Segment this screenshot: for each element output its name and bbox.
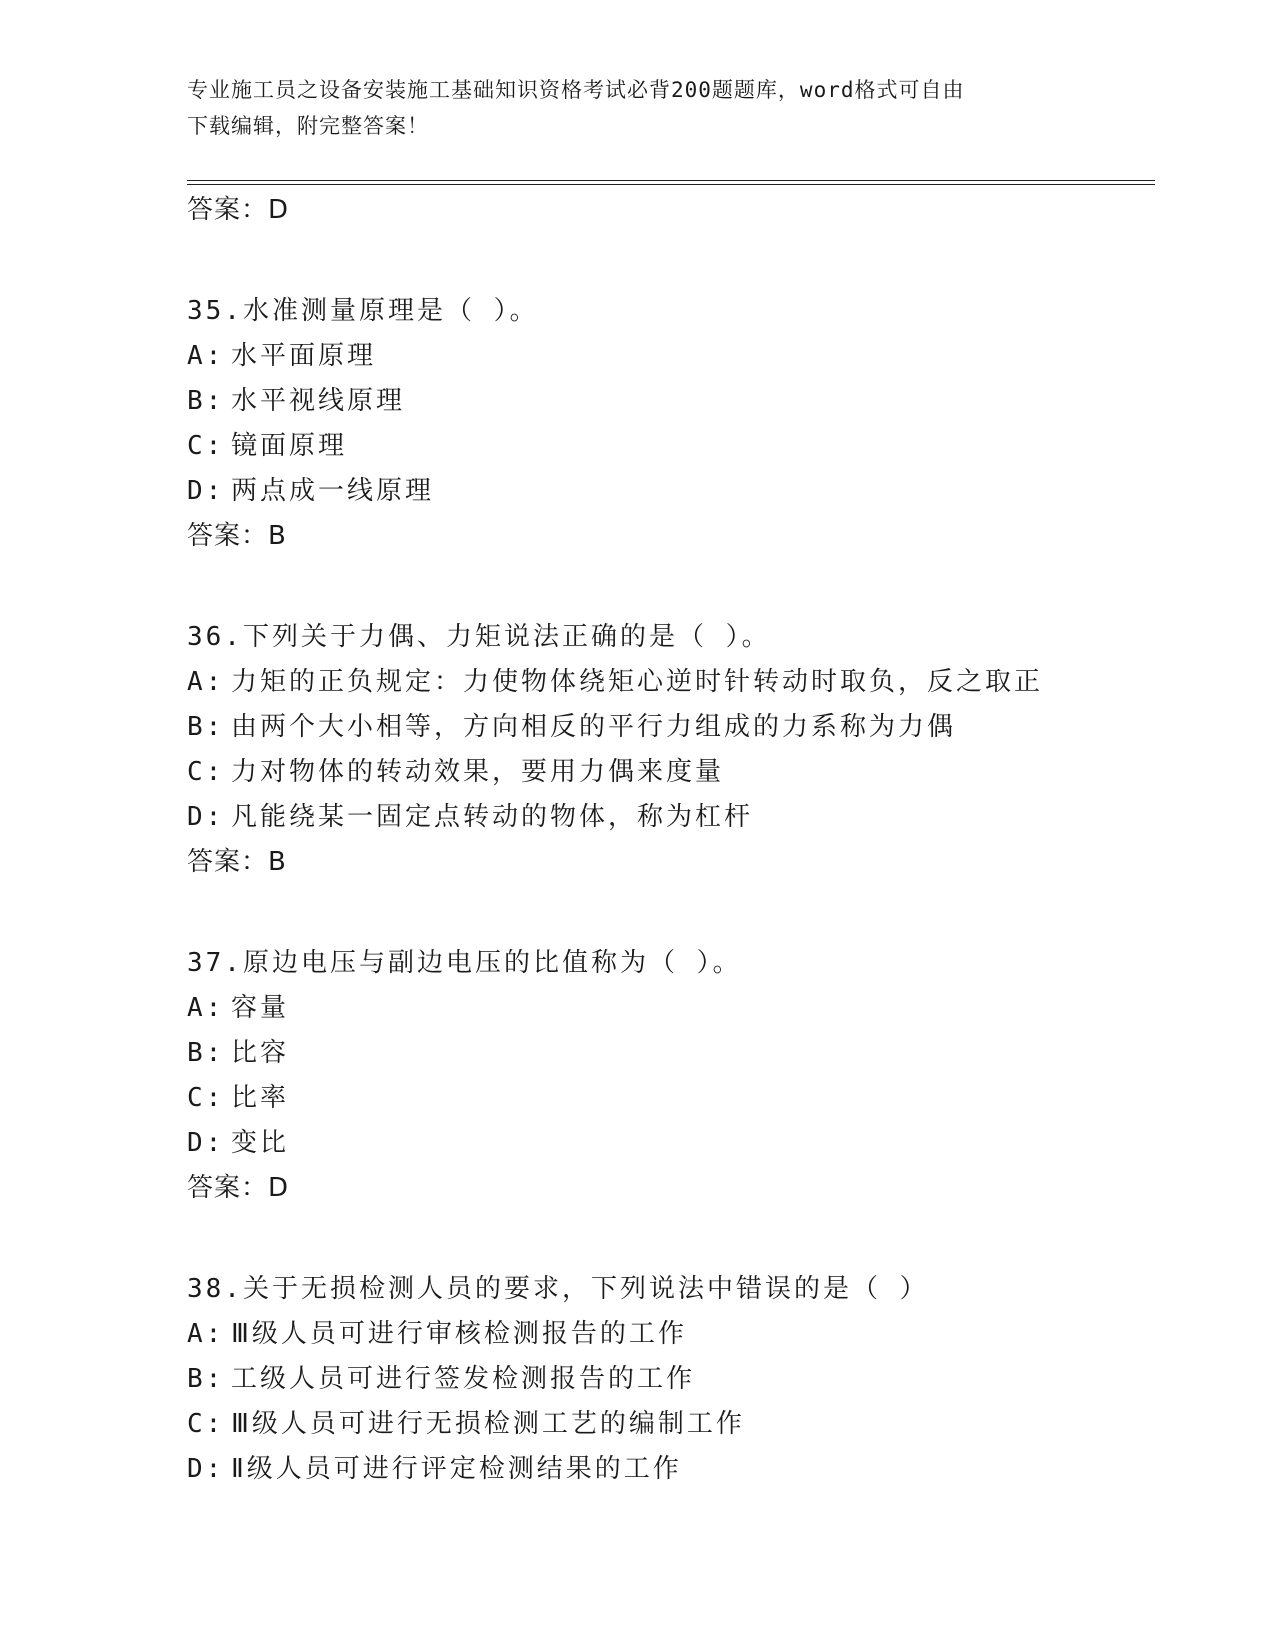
option-text: Ⅲ级人员可进行审核检测报告的工作 <box>231 1319 687 1349</box>
header-text-line-2: 下载编辑，附完整答案！ <box>187 114 429 138</box>
option-letter: A: <box>187 341 225 371</box>
option-letter: D: <box>187 476 225 506</box>
option-d <box>187 795 1155 840</box>
option-a <box>187 1312 1155 1357</box>
option-b <box>187 705 1155 750</box>
option-a <box>187 334 1155 379</box>
option-d <box>187 1447 1155 1492</box>
option-letter: B: <box>187 712 225 742</box>
option-d <box>187 469 1155 514</box>
option-letter: B: <box>187 1364 225 1394</box>
option-text: 两点成一线原理 <box>231 476 435 506</box>
document-body <box>187 188 1155 1492</box>
option-a <box>187 660 1155 705</box>
option-text: 水平面原理 <box>231 341 377 371</box>
option-letter: D: <box>187 1128 225 1158</box>
option-text: 变比 <box>231 1128 290 1158</box>
option-letter: A: <box>187 993 225 1023</box>
option-a <box>187 986 1155 1031</box>
option-c <box>187 750 1155 795</box>
option-text: 比率 <box>231 1083 290 1113</box>
option-text: 容量 <box>231 993 290 1023</box>
option-text: 工级人员可进行签发检测报告的工作 <box>231 1364 696 1394</box>
question-stem: 37.原边电压与副边电压的比值称为（ ）。 <box>187 948 742 978</box>
option-c <box>187 424 1155 469</box>
question-stem: 36.下列关于力偶、力矩说法正确的是（ ）。 <box>187 622 771 652</box>
option-text: 由两个大小相等，方向相反的平行力组成的力系称为力偶 <box>231 712 957 742</box>
option-letter: C: <box>187 1083 225 1113</box>
option-letter: A: <box>187 1319 225 1349</box>
option-b <box>187 379 1155 424</box>
option-letter: B: <box>187 386 225 416</box>
option-letter: C: <box>187 431 225 461</box>
option-letter: A: <box>187 667 225 697</box>
question-37 <box>187 941 1155 1211</box>
option-letter: D: <box>187 802 225 832</box>
option-b <box>187 1357 1155 1402</box>
option-letter: C: <box>187 757 225 787</box>
answer-line: 答案：B <box>187 847 287 877</box>
question-stem: 38.关于无损检测人员的要求，下列说法中错误的是（ ） <box>187 1274 929 1304</box>
option-text: 凡能绕某一固定点转动的物体，称为杠杆 <box>231 802 754 832</box>
option-text: 力矩的正负规定：力使物体绕矩心逆时针转动时取负，反之取正 <box>231 667 1044 697</box>
option-text: Ⅱ级人员可进行评定检测结果的工作 <box>231 1454 682 1484</box>
question-38 <box>187 1267 1155 1492</box>
answer-line: 答案：B <box>187 521 287 551</box>
answer-line: 答案：D <box>187 195 290 225</box>
option-text: 镜面原理 <box>231 431 348 461</box>
question-35 <box>187 289 1155 559</box>
question-stem: 35.水准测量原理是（ ）。 <box>187 296 539 326</box>
option-b <box>187 1031 1155 1076</box>
option-text: 力对物体的转动效果，要用力偶来度量 <box>231 757 725 787</box>
option-letter: B: <box>187 1038 225 1068</box>
header-divider <box>187 180 1155 185</box>
option-letter: D: <box>187 1454 225 1484</box>
header-text-line-1: 专业施工员之设备安装施工基础知识资格考试必背200题题库，word格式可自由 <box>187 78 965 102</box>
option-letter: C: <box>187 1409 225 1439</box>
question-36 <box>187 615 1155 885</box>
option-d <box>187 1121 1155 1166</box>
answer-line: 答案：D <box>187 1173 290 1203</box>
page-header <box>187 72 1067 144</box>
option-c <box>187 1076 1155 1121</box>
option-text: Ⅲ级人员可进行无损检测工艺的编制工作 <box>231 1409 745 1439</box>
option-c <box>187 1402 1155 1447</box>
option-text: 比容 <box>231 1038 290 1068</box>
option-text: 水平视线原理 <box>231 386 406 416</box>
